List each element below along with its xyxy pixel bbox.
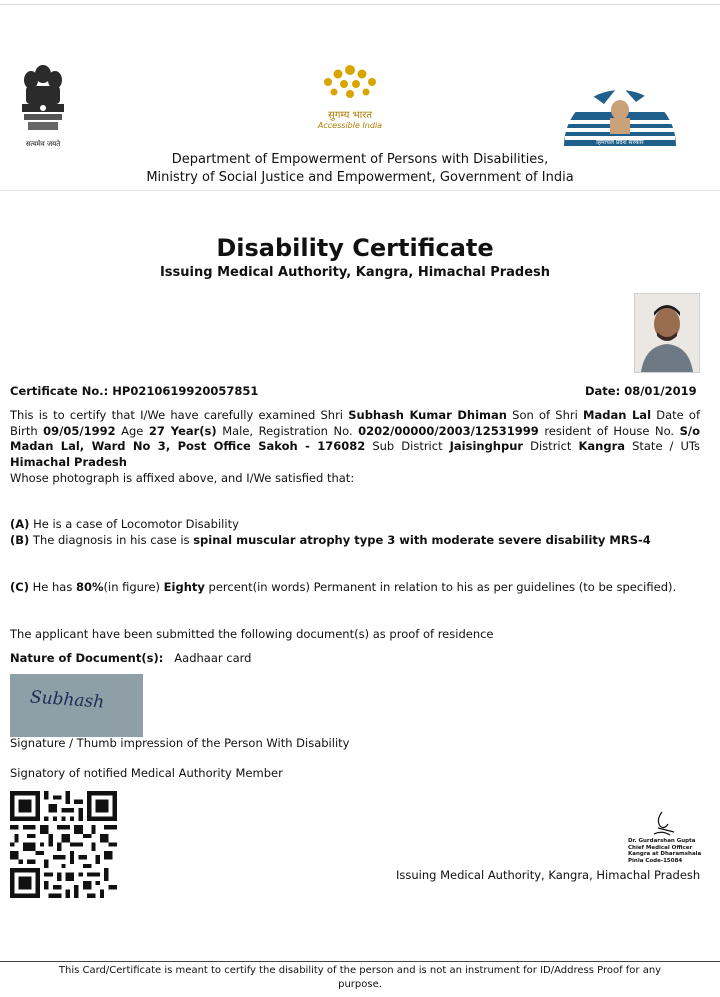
department-line-1: Department of Empowerment of Persons with Disabilities,: [171, 152, 549, 167]
logo-subtext: Accessible India: [317, 121, 383, 130]
medical-officer-stamp: Dr. Gurdarshan Gupta Chief Medical Officer Kangra at Dharamshala Pinla Code-15084: [628, 838, 702, 864]
applicant-signature-image: [10, 674, 143, 737]
percent-words: Eighty: [163, 580, 205, 594]
himachal-emblem-icon: [560, 66, 680, 150]
documents-intro: The applicant have been submitted the following document(s) as proof of residence: [10, 627, 494, 641]
age: 27 Year(s): [148, 423, 217, 438]
certificate-date: Date: 08/01/2019: [585, 384, 697, 398]
department-line-2: Ministry of Social Justice and Empowerment, Government of India: [146, 170, 574, 185]
percent-figure: 80%: [75, 580, 104, 594]
medical-officer-signature: [600, 810, 710, 870]
state: Himachal Pradesh: [10, 454, 127, 469]
certificate-title: Disability Certificate: [216, 234, 494, 262]
emblem-right-text: हिमाचल प्रदेश सरकार: [596, 139, 644, 146]
certificate-subtitle: Issuing Medical Authority, Kangra, Himachal Pradesh: [159, 265, 551, 280]
sub-district: Jaisinghpur: [449, 439, 524, 453]
header-divider: [0, 190, 720, 191]
certification-paragraph: This is to certify that I/We have carefully examined Shri Subhash Kumar Dhiman Son of Shri Madan Lal Date of Birth 09/05/1992 Age 27 Year(s) Male, Registration No. 0202/00000/2003/12531999 resident of House No. S/o Madan Lal, Ward No 3, Post Office Sakoh - 176082 Sub District Jaisinghpur District Kangra State / UTs Himachal Pradesh: [10, 408, 701, 469]
document-type: Aadhaar card: [174, 651, 252, 665]
signatory-caption: Signatory of notified Medical Authority Member: [10, 766, 283, 780]
emblem-motto: सत्यमेव जयते: [25, 140, 61, 148]
registration-number: 0202/00000/2003/12531999: [358, 423, 539, 438]
signature-caption: Signature / Thumb impression of the Person With Disability: [10, 736, 350, 750]
applicant-name: Subhash Kumar Dhiman: [348, 408, 507, 422]
accessible-india-logo: [312, 62, 388, 130]
district: Kangra: [578, 439, 626, 453]
footer-divider: [0, 961, 720, 962]
top-border: [0, 4, 720, 5]
footer-note: This Card/Certificate is meant to certify the disability of the person and is not an instrument for ID/Address Proof for any purpose.: [58, 965, 662, 990]
house-address: S/o Madan Lal, Ward No 3, Post Office Sakoh - 176082: [10, 423, 701, 453]
point-b: (B) The diagnosis in his case is spinal muscular atrophy type 3 with moderate severe disability MRS-4: [10, 533, 651, 547]
issuing-authority: Issuing Medical Authority, Kangra, Himachal Pradesh: [396, 868, 701, 882]
point-a: (A) He is a case of Locomotor Disability: [10, 517, 239, 531]
point-c: (C) He has 80%(in figure) Eighty percent(in words) Permanent in relation to his as per guidelines (to be specified).: [10, 580, 677, 594]
photo-affixed-line: Whose photograph is affixed above, and I/We satisfied that:: [10, 471, 355, 485]
logo-text: सुगम्य भारत: [327, 110, 373, 121]
national-emblem-icon: [16, 60, 70, 150]
date-of-birth: 09/05/1992: [43, 423, 116, 438]
certificate-number: Certificate No.: HP0210619920057851: [10, 384, 259, 398]
applicant-photo: [634, 293, 700, 373]
nature-of-documents: Nature of Document(s): Aadhaar card: [10, 651, 252, 665]
father-name: Madan Lal: [583, 408, 652, 422]
signature-scrawl: Subhash: [29, 687, 105, 713]
qr-code-icon: [10, 791, 117, 898]
diagnosis: spinal muscular atrophy type 3 with moderate severe disability MRS-4: [193, 533, 651, 547]
